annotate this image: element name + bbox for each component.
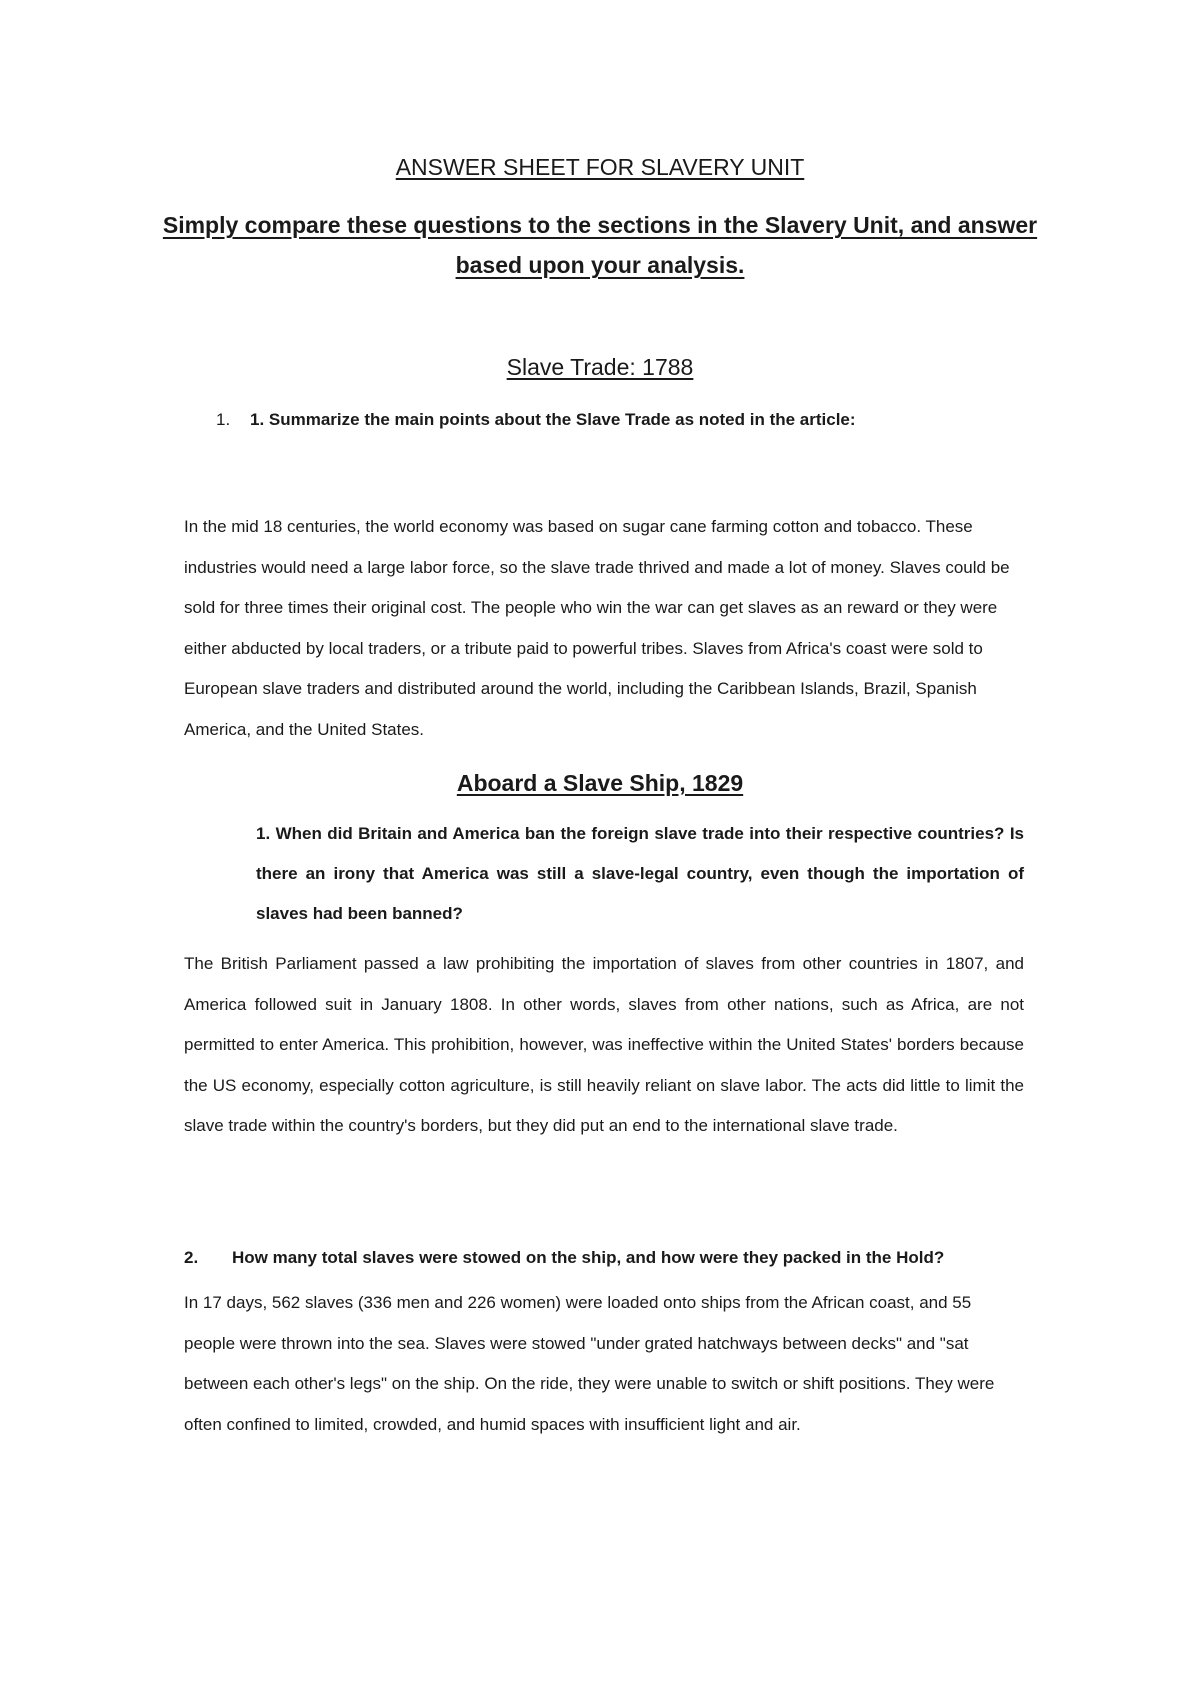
answer-2-slave-ship: In 17 days, 562 slaves (336 men and 226 women) were loaded onto ships from the African coast, and 55 people were thrown into the sea. Slaves were stowed "under grated hatchways between decks" and "sat between each other's legs" on the ship. On the ride, they were unable to switch or shift positions. They were often confined to limited, crowded, and humid spaces with insufficient light and air. <box>184 1293 995 1434</box>
question-text: How many total slaves were stowed on the ship, and how were they packed in the Hold? <box>232 1248 945 1267</box>
document-subtitle: Simply compare these questions to the sections in the Slavery Unit, and answer based upon your analysis. <box>162 212 1038 278</box>
answer-slave-trade: In the mid 18 centuries, the world economy was based on sugar cane farming cotton and tobacco. These industries would need a large labor force, so the slave trade thrived and made a lot of money. Slaves could be sold for three times their original cost. The people who win the war can get slaves as an reward or they were either abducted by local traders, or a tribute paid to powerful tribes. Slaves from Africa's coast were sold to European slave traders and distributed around the world, including the Caribbean Islands, Brazil, Spanish America, and the United States. <box>184 517 1010 739</box>
question-number: 2. <box>184 1248 199 1267</box>
section-heading-slave-trade: Slave Trade: 1788 <box>506 354 694 380</box>
question-1-slave-ship: 1. When did Britain and America ban the foreign slave trade into their respective countries? Is there an irony that America was still a slave-legal country, even though the importation of slaves had been banned? <box>256 824 1024 923</box>
document-title: ANSWER SHEET FOR SLAVERY UNIT <box>395 154 805 180</box>
question-number: 1. <box>216 410 231 429</box>
answer-1-slave-ship: The British Parliament passed a law prohibiting the importation of slaves from other countries in 1807, and America followed suit in January 1808. In other words, slaves from other nations, such as Africa, are not permitted to enter America. This prohibition, however, was ineffective within the United States' borders because the US economy, especially cotton agriculture, is still heavily reliant on slave labor. The acts did little to limit the slave trade within the country's borders, but they did put an end to the international slave trade. <box>184 954 1024 1135</box>
question-1-slave-trade <box>216 410 856 430</box>
section-heading-slave-ship: Aboard a Slave Ship, 1829 <box>456 770 744 796</box>
question-2-slave-ship <box>184 1248 944 1268</box>
question-text: 1. Summarize the main points about the Slave Trade as noted in the article: <box>250 410 856 429</box>
